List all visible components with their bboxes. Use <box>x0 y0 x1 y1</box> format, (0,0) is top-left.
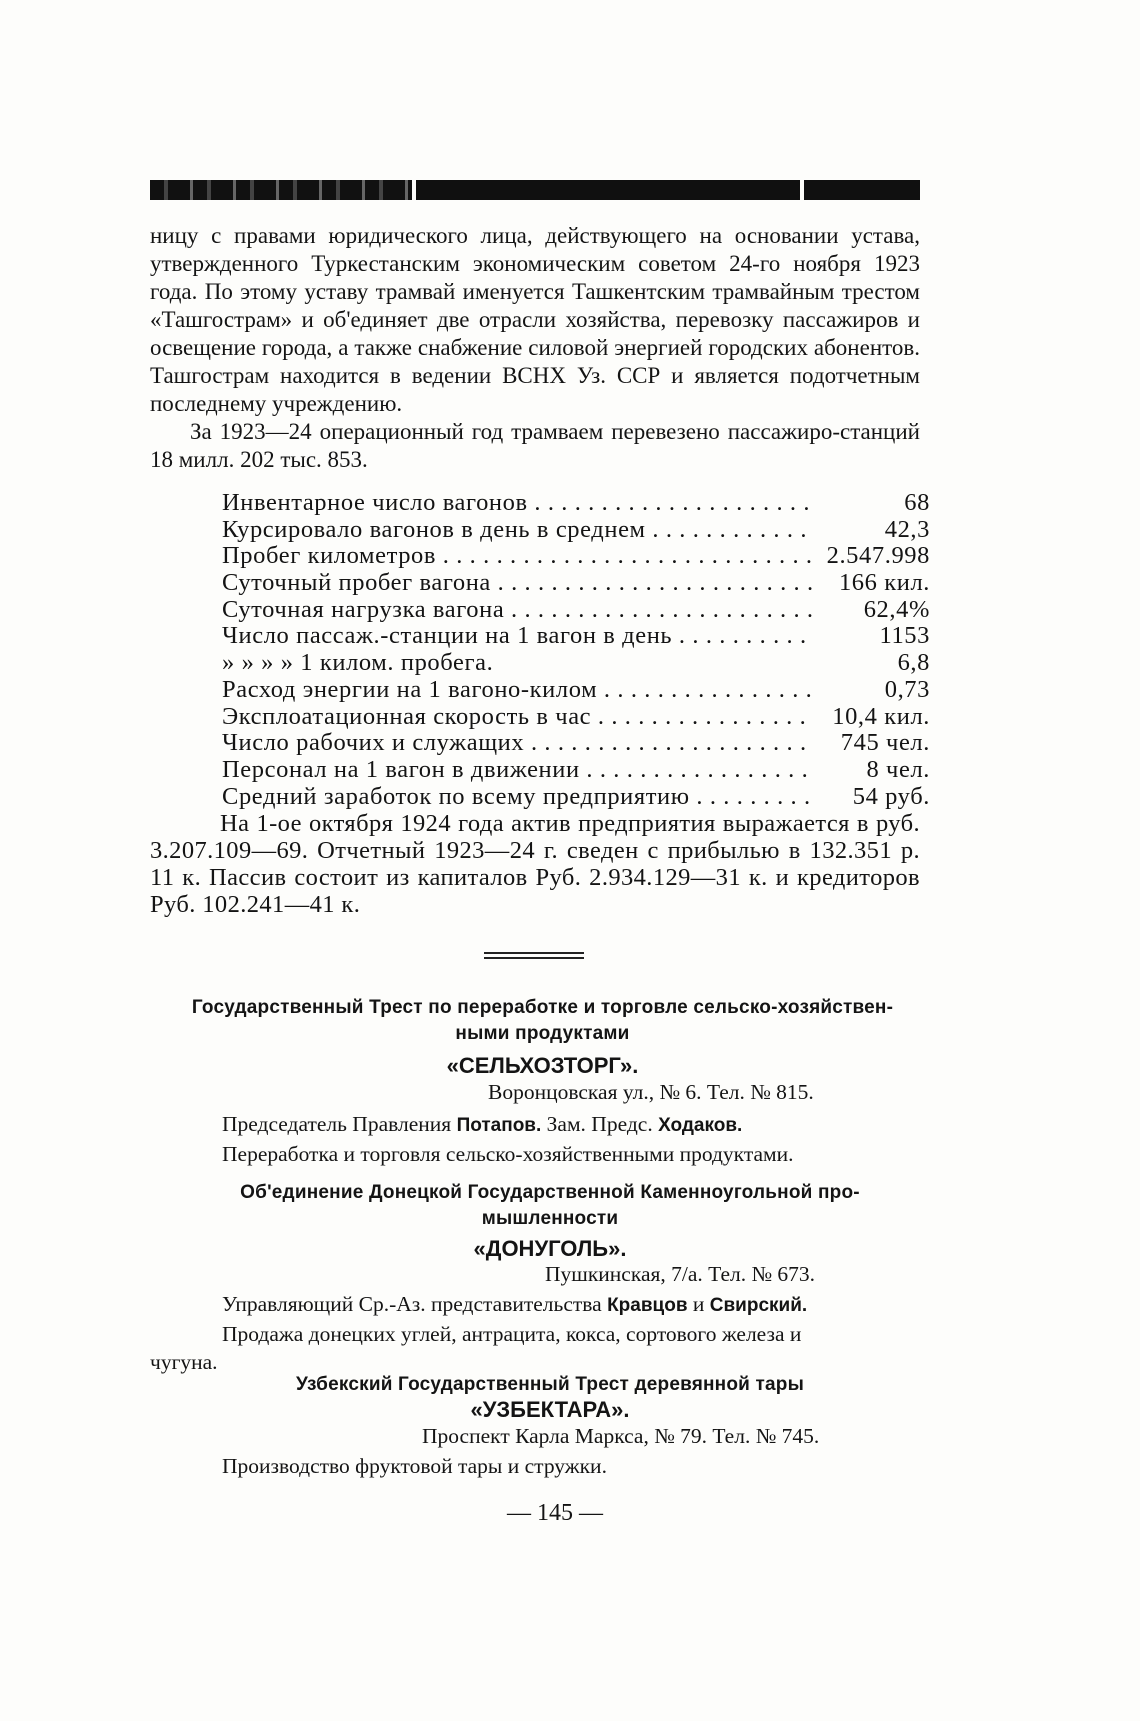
stat-row: Суточный пробег вагона . . . 166 кил. <box>222 570 930 597</box>
org-2-address: Пушкинская, 7/а. Тел. № 673. <box>545 1262 815 1286</box>
org-2-name: «ДОНУГОЛЬ». <box>473 1236 627 1261</box>
intro-paragraph-1: ницу с правами юридического лица, действующего на основании устава, утвержденного Туркестанским экономическим советом 24-го ноября 1923 года. По этому уставу трамвай именуется Ташкентским трамвайным трестом «Ташгострам» и об'единяет две отрасли хозяйства, перевозку пассажиров и освещение города, а также снабжение силовой энергией городских абонентов. Ташгострам находится в ведении ВСНХ Уз. ССР и является подотчетным последнему учреждению. <box>150 223 920 416</box>
stat-row: Число пассаж.-станции на 1 вагон в день . . . 1153 <box>222 623 930 650</box>
org-1-title: Государственный Трест по переработке и торговле сельско-хозяйствен- ными продуктами <box>191 997 894 1044</box>
org-2-activity-line-2: чугуна. <box>150 1350 218 1374</box>
header-rule <box>150 180 920 200</box>
page-number: — 145 — <box>507 1500 603 1526</box>
org-3-activity: Производство фруктовой тары и стружки. <box>222 1454 607 1478</box>
org-3-address: Проспект Карла Маркса, № 79. Тел. № 745. <box>422 1424 820 1448</box>
org-2-title: Об'единение Донецкой Государственной Каменноугольной про- мышленности <box>240 1182 860 1229</box>
stat-row: Пробег километров . . . 2.547.998 <box>222 543 930 570</box>
org-1-name: «СЕЛЬХОЗТОРГ». <box>446 1053 639 1078</box>
org-1-address: Воронцовская ул., № 6. Тел. № 815. <box>488 1080 814 1104</box>
stat-row: Персонал на 1 вагон в движении . . . 8 чел. <box>222 757 930 784</box>
stat-row: » » » » 1 килом. пробега. 6,8 <box>222 649 930 677</box>
statistics-list <box>222 490 930 810</box>
org-3-title: Узбекский Государственный Трест деревянной тары <box>295 1374 805 1395</box>
intro-text <box>150 222 920 474</box>
intro-paragraph-2: За 1923—24 операционный год трамваем перевезено пассажиро-станций 18 милл. 202 тыс. 853. <box>150 419 920 472</box>
stat-row: Расход энергии на 1 вагоно-килом . . . 0,73 <box>222 677 930 704</box>
section-divider <box>484 952 584 962</box>
assets-paragraph: На 1-ое октября 1924 года актив предприятия выражается в руб. 3.207.109—69. Отчетный 1923—24 г. сведен с прибылью в 132.351 р. 11 к. Пассив состоит из капиталов Руб. 2.934.129—31 к. и кредиторов Руб. 102.241—41 к. <box>150 810 920 918</box>
org-2-activity-line-1: Продажа донецких углей, антрацита, кокса, сортового железа и <box>222 1322 802 1346</box>
org-1-management: Председатель Правления Потапов. Зам. Предс. Ходаков. <box>222 1112 743 1136</box>
org-3-name: «УЗБЕКТАРА». <box>470 1397 630 1422</box>
stat-row: Средний заработок по всему предприятию . . . 54 руб. <box>222 784 930 811</box>
stat-row: Курсировало вагонов в день в среднем . . . 42,3 <box>222 517 930 544</box>
org-2-management: Управляющий Ср.-Аз. представительства Кравцов и Свирский. <box>222 1292 808 1316</box>
stat-row: Эксплоатационная скорость в час . . . 10,4 кил. <box>222 704 930 731</box>
stat-row: Суточная нагрузка вагона . . . 62,4% <box>222 597 930 624</box>
stat-row: Инвентарное число вагонов . . . 68 <box>222 490 930 517</box>
org-1-activity: Переработка и торговля сельско-хозяйственными продуктами. <box>222 1142 794 1166</box>
stat-row: Число рабочих и служащих . . . 745 чел. <box>222 730 930 757</box>
